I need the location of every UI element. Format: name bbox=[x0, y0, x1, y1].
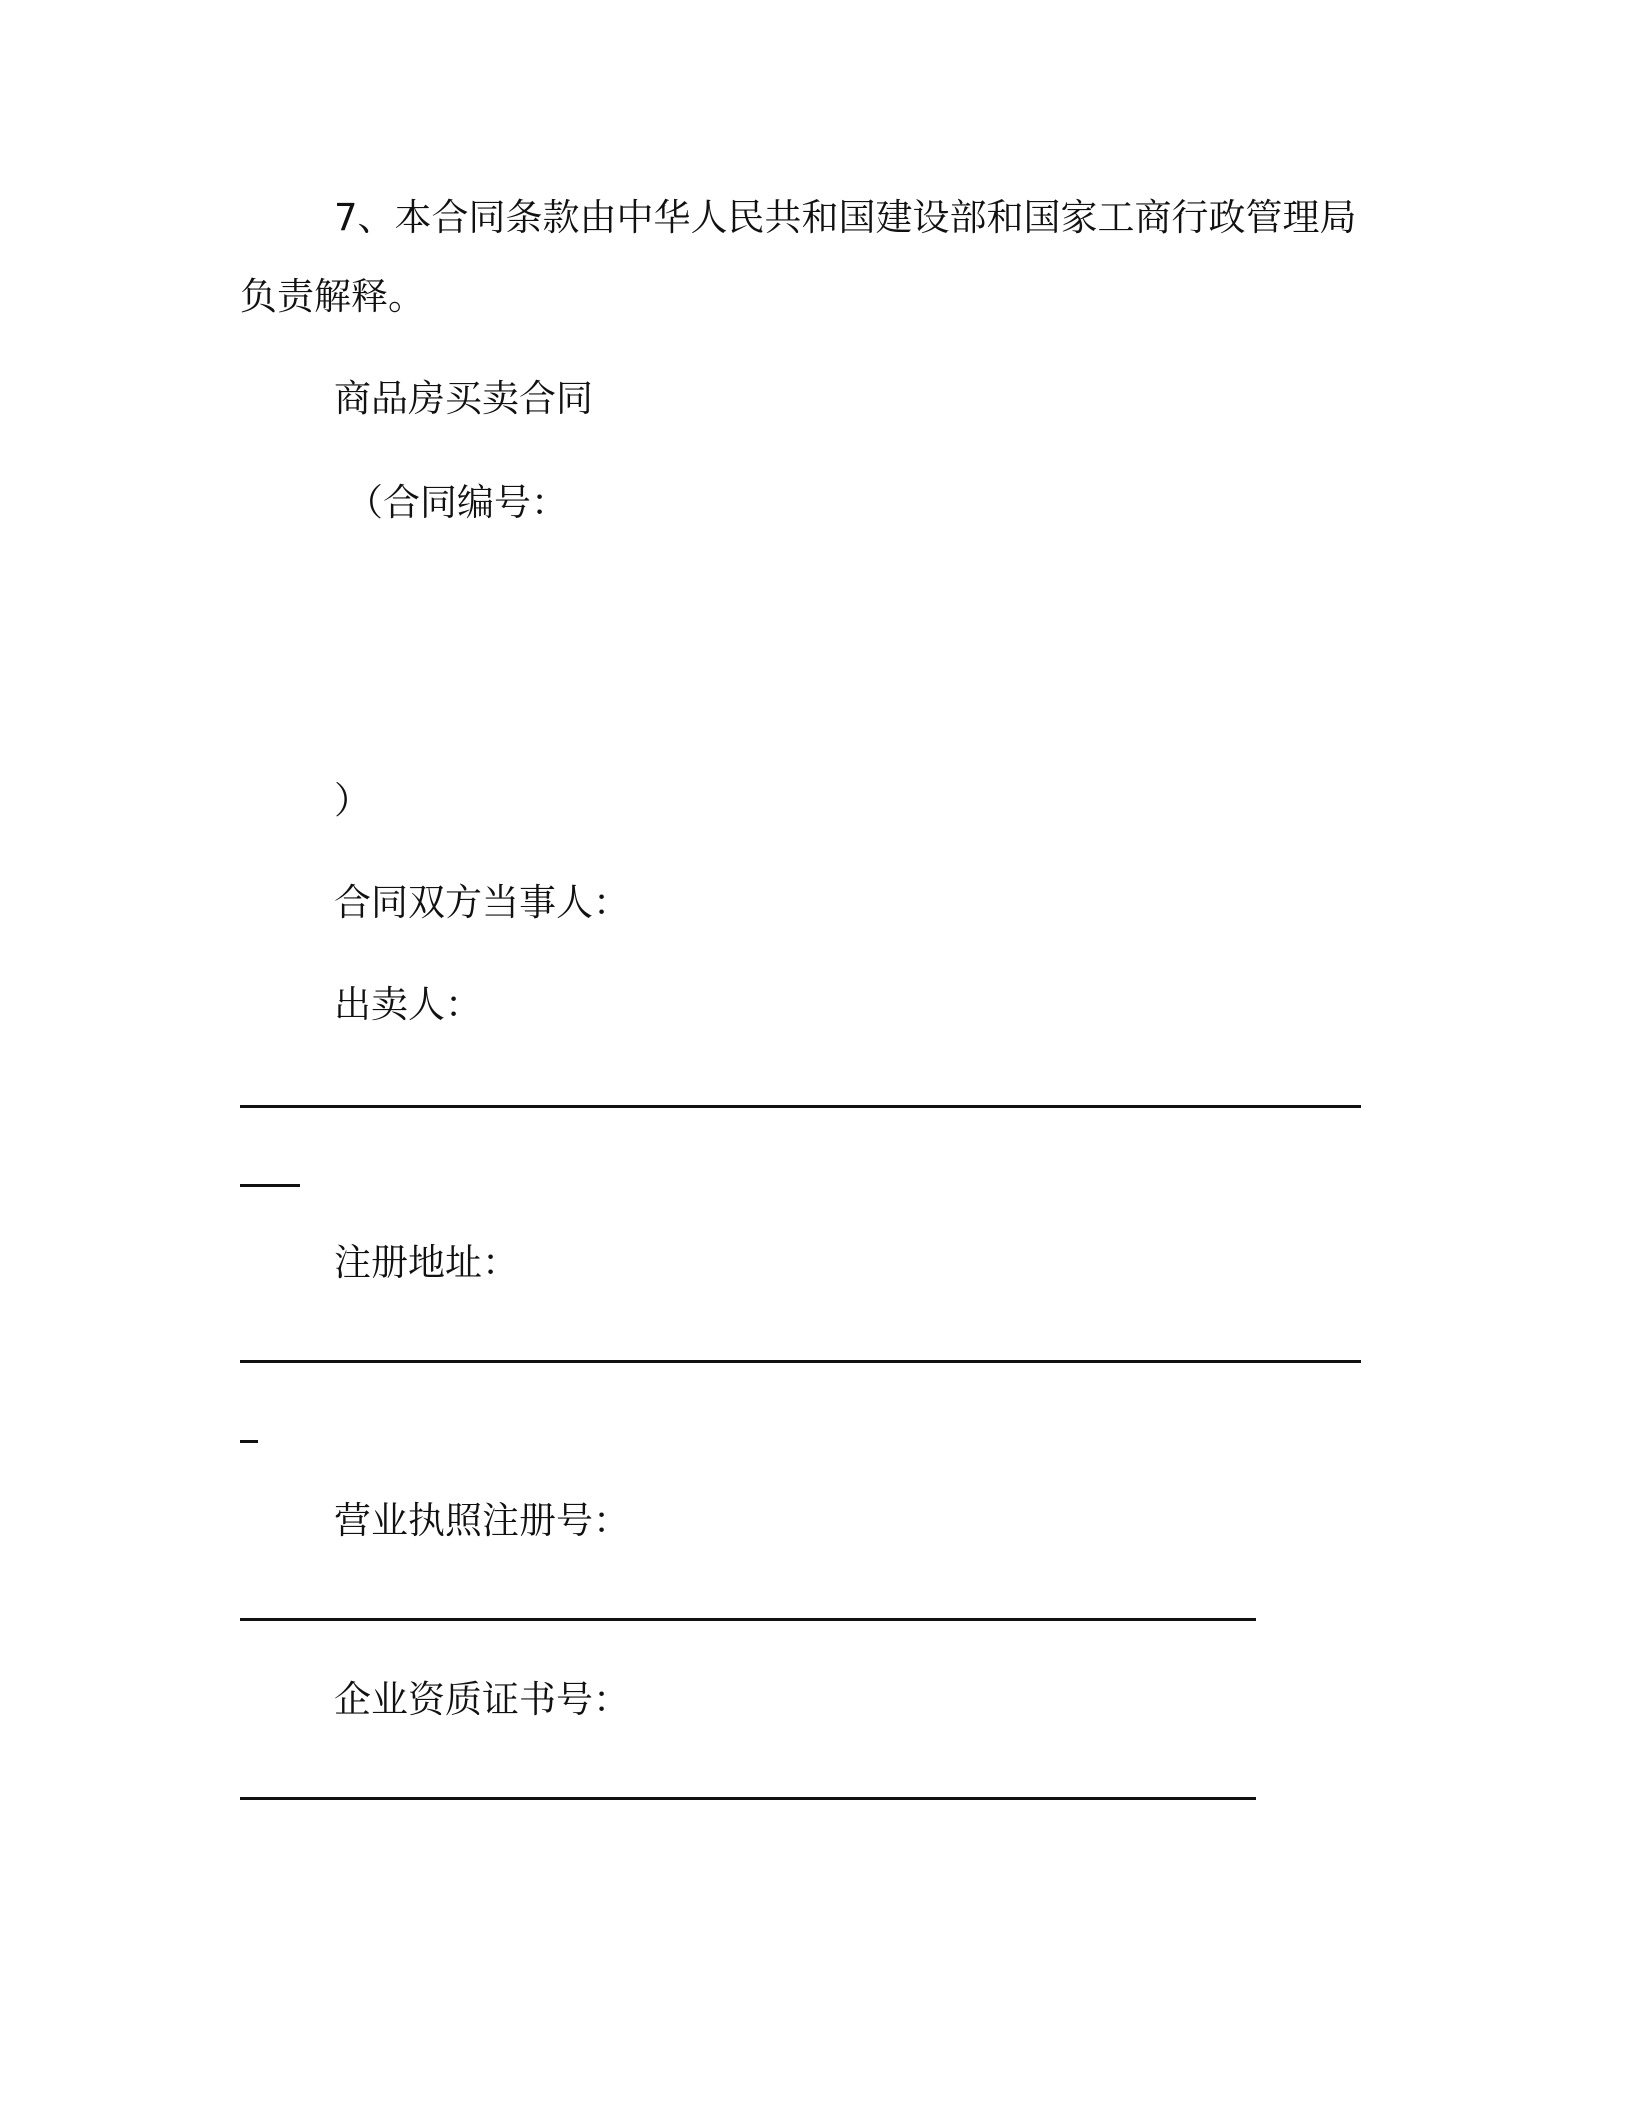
contract-title: 商品房买卖合同 bbox=[334, 377, 593, 420]
parties-label: 合同双方当事人： bbox=[334, 881, 630, 924]
seller-blank-line bbox=[240, 1105, 1361, 1108]
address-blank-line-cont bbox=[240, 1440, 258, 1443]
license-blank-line bbox=[240, 1618, 1256, 1621]
address-label: 注册地址： bbox=[334, 1241, 519, 1284]
clause-7-line-1: 7、本合同条款由中华人民共和国建设部和国家工商行政管理局 bbox=[334, 196, 1357, 239]
address-blank-line bbox=[240, 1360, 1361, 1363]
contract-number-label: （合同编号： bbox=[346, 481, 568, 524]
contract-number-close: ） bbox=[334, 779, 371, 822]
seller-blank-line-cont bbox=[240, 1184, 300, 1187]
license-label: 营业执照注册号： bbox=[334, 1499, 630, 1542]
qualification-label: 企业资质证书号： bbox=[334, 1678, 630, 1721]
clause-7-line-2: 负责解释。 bbox=[240, 275, 425, 318]
seller-label: 出卖人： bbox=[334, 983, 482, 1026]
qualification-blank-line bbox=[240, 1797, 1256, 1800]
